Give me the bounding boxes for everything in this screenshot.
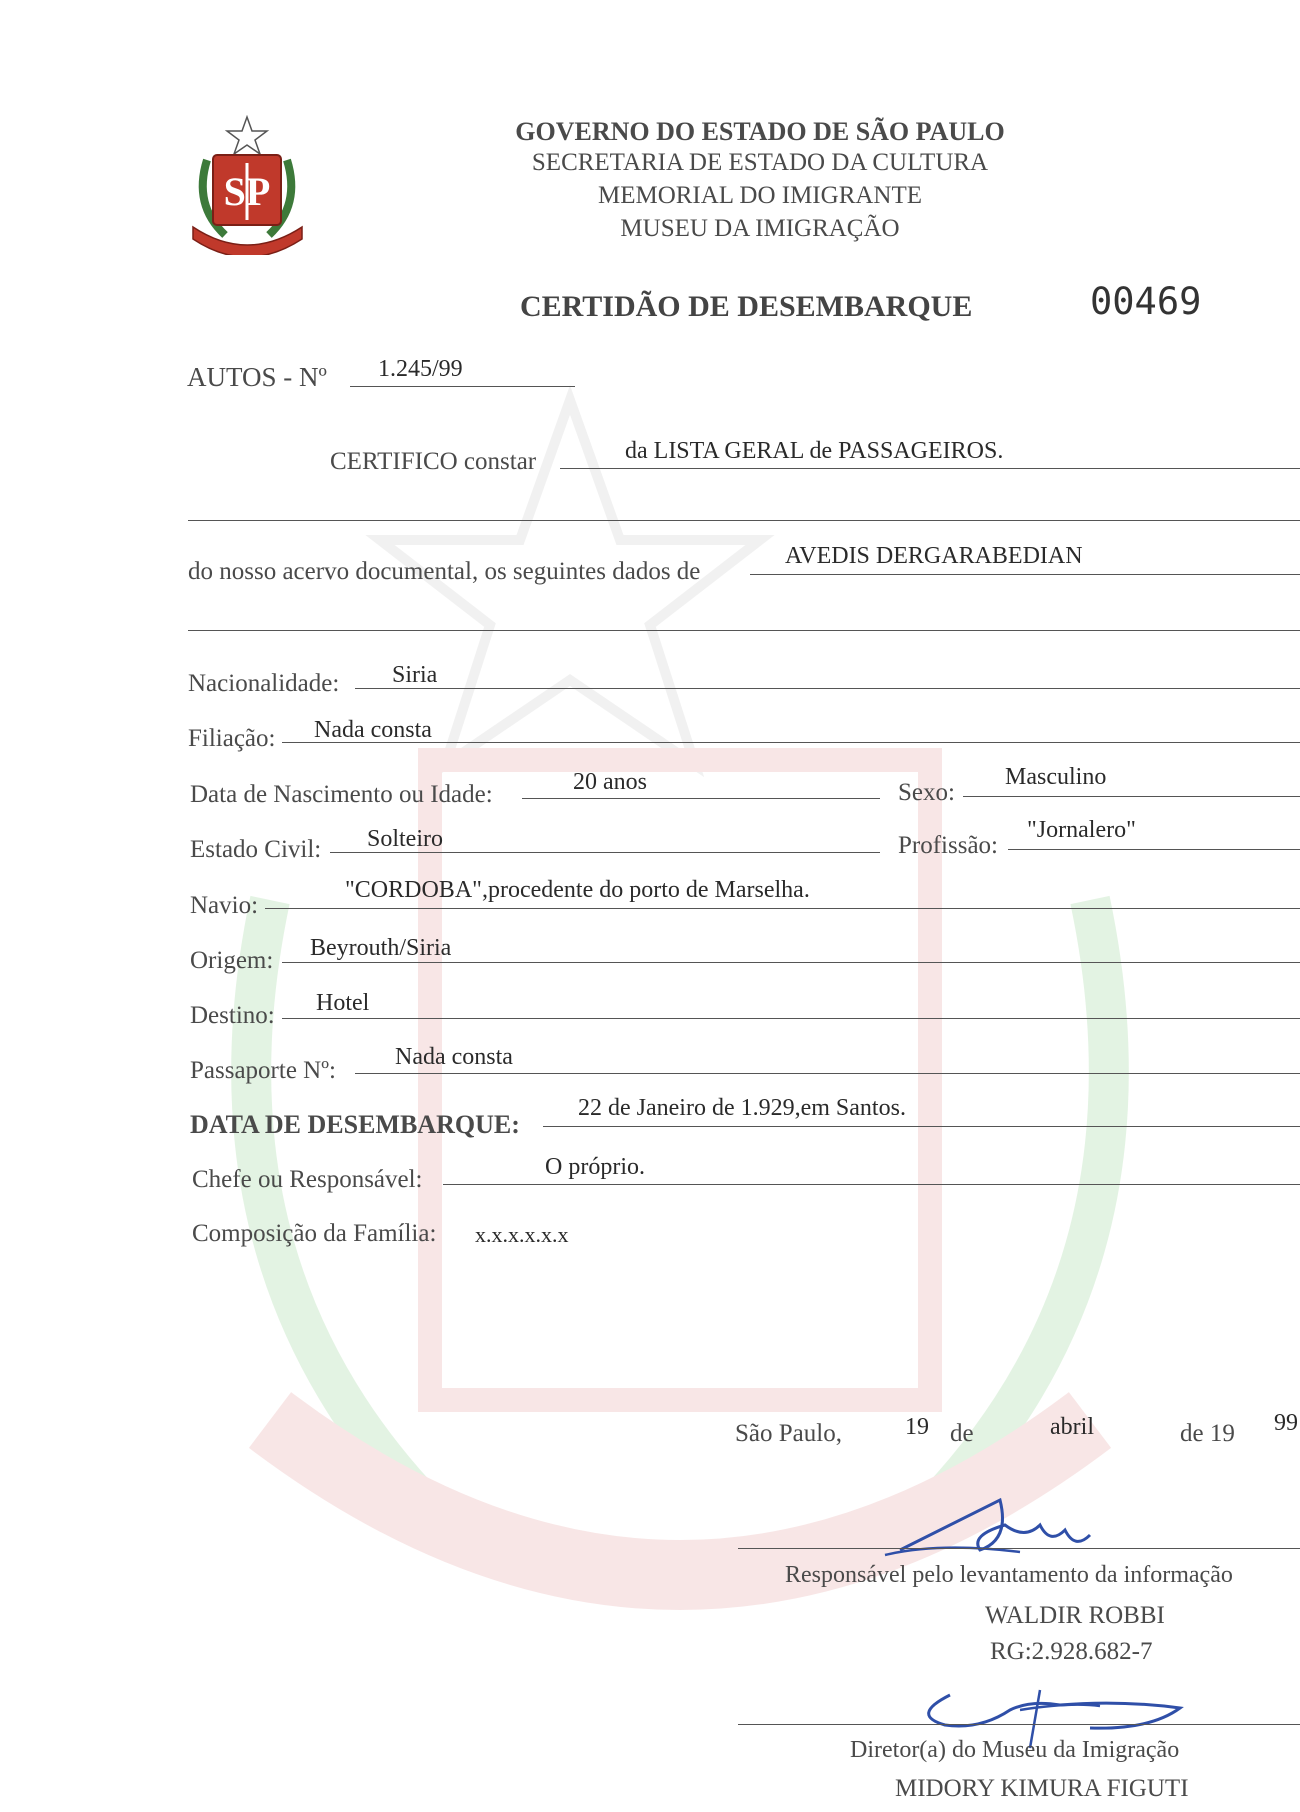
- passaporte-label: Passaporte Nº:: [190, 1057, 336, 1084]
- chefe-label: Chefe ou Responsável:: [192, 1166, 423, 1193]
- nascimento-label: Data de Nascimento ou Idade:: [190, 781, 493, 808]
- date-de: de: [950, 1420, 974, 1447]
- date-de-19: de 19: [1180, 1420, 1235, 1447]
- header-governo: GOVERNO DO ESTADO DE SÃO PAULO: [515, 117, 1005, 146]
- sexo-value: Masculino: [1005, 764, 1107, 790]
- destino-value: Hotel: [316, 990, 370, 1016]
- profissao-value: "Jornalero": [1027, 817, 1136, 843]
- estado-civil-value: Solteiro: [367, 826, 443, 852]
- navio-value: "CORDOBA",procedente do porto de Marselha.: [345, 877, 810, 903]
- header-memorial: MEMORIAL DO IMIGRANTE: [597, 182, 923, 209]
- signature2-name: MIDORY KIMURA FIGUTI: [895, 1775, 1189, 1802]
- signature1-name: WALDIR ROBBI: [985, 1602, 1165, 1629]
- estado-civil-label: Estado Civil:: [190, 836, 322, 863]
- familia-value: x.x.x.x.x.x: [475, 1222, 569, 1247]
- acervo-label: do nosso acervo documental, os seguintes dados de: [188, 558, 701, 585]
- desembarque-label: DATA DE DESEMBARQUE:: [190, 1110, 520, 1139]
- nascimento-value: 20 anos: [573, 769, 647, 795]
- date-day: 19: [905, 1414, 929, 1440]
- profissao-label: Profissão:: [898, 832, 998, 859]
- filiacao-label: Filiação:: [188, 725, 276, 752]
- date-year: 99: [1274, 1410, 1298, 1436]
- serial-number: 00469: [1090, 280, 1202, 323]
- familia-label: Composição da Família:: [192, 1220, 437, 1247]
- passaporte-value: Nada consta: [395, 1044, 513, 1070]
- destino-label: Destino:: [190, 1002, 275, 1029]
- certifico-value: da LISTA GERAL de PASSAGEIROS.: [625, 438, 1004, 464]
- desembarque-value: 22 de Janeiro de 1.929,em Santos.: [578, 1095, 906, 1121]
- origem-value: Beyrouth/Siria: [310, 935, 452, 961]
- header-museu: MUSEU DA IMIGRAÇÃO: [620, 215, 900, 242]
- origem-label: Origem:: [190, 947, 274, 974]
- date-city: São Paulo,: [735, 1420, 842, 1447]
- signature-waldir: [880, 1480, 1100, 1570]
- filiacao-value: Nada consta: [314, 717, 432, 743]
- chefe-value: O próprio.: [545, 1154, 645, 1180]
- autos-label: AUTOS - Nº: [187, 362, 327, 392]
- sexo-label: Sexo:: [898, 779, 955, 806]
- certifico-label: CERTIFICO constar: [330, 448, 537, 475]
- navio-label: Navio:: [190, 892, 259, 919]
- header-secretaria: SECRETARIA DE ESTADO DA CULTURA: [531, 149, 989, 176]
- nacionalidade-label: Nacionalidade:: [188, 670, 340, 697]
- document-title: CERTIDÃO DE DESEMBARQUE: [520, 290, 973, 323]
- signature1-rg: RG:2.928.682-7: [990, 1638, 1153, 1665]
- sao-paulo-seal-icon: [185, 115, 310, 255]
- signature1-role: Responsável pelo levantamento da informação: [785, 1562, 1233, 1588]
- autos-value: 1.245/99: [378, 356, 463, 382]
- signature2-role: Diretor(a) do Museu da Imigração: [850, 1737, 1180, 1763]
- passenger-name: AVEDIS DERGARABEDIAN: [785, 543, 1083, 569]
- nacionalidade-value: Siria: [392, 662, 438, 688]
- date-month: abril: [1050, 1414, 1094, 1440]
- seal-letters: SP: [223, 169, 271, 214]
